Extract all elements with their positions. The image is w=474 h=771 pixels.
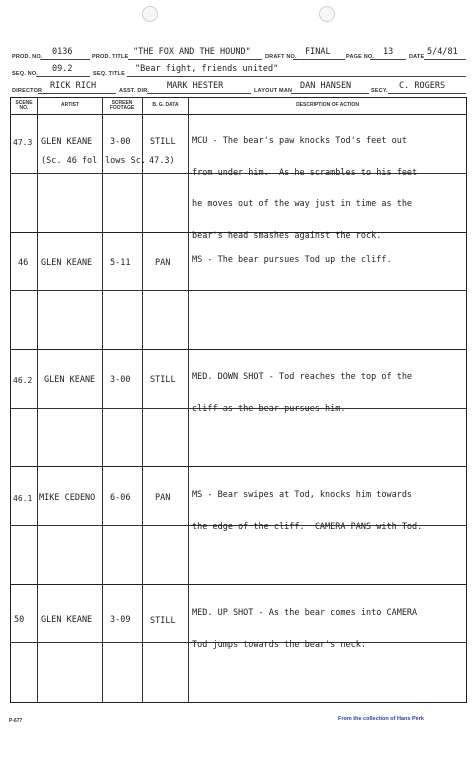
screen-footage: 3-00 xyxy=(110,137,131,147)
artist: MIKE CEDENO xyxy=(39,493,96,503)
scene-divider xyxy=(11,466,466,467)
artist: GLEN KEANE xyxy=(41,137,93,147)
action-line: MCU - The bear's paw knocks Tod's feet out xyxy=(192,136,407,146)
scene-no: 47.3 xyxy=(13,138,33,147)
bg-data: PAN xyxy=(155,493,171,503)
prod-no-value: 0136 xyxy=(52,47,73,57)
scene-no: 50 xyxy=(14,615,25,625)
asst-dir-label: ASST. DIR. xyxy=(119,88,150,94)
continuity-note: (Sc. 46 fol xyxy=(41,156,98,166)
continuity-note: lows Sc. xyxy=(105,156,146,166)
binder-hole-right xyxy=(319,6,335,22)
secy-underline xyxy=(388,93,466,94)
action-line: MS - The bear pursues Tod up the cliff. xyxy=(192,255,392,265)
screen-footage: 6-06 xyxy=(110,493,131,503)
date-underline xyxy=(424,59,466,60)
binder-hole-left xyxy=(142,6,158,22)
asst-dir-underline xyxy=(147,93,251,94)
col-header-description: DESCRIPTION OF ACTION xyxy=(296,102,359,109)
col-divider xyxy=(188,98,189,702)
scene-no: 46.2 xyxy=(13,376,33,385)
seq-title-value: "Bear fight, friends united" xyxy=(135,64,279,74)
col-divider xyxy=(142,98,143,702)
scene-table xyxy=(10,97,467,703)
seq-no-value: 09.2 xyxy=(52,64,73,74)
bg-data: PAN xyxy=(155,258,171,268)
seq-title-underline xyxy=(127,76,466,77)
layout-man-label: LAYOUT MAN xyxy=(254,88,293,94)
secy-value: C. ROGERS xyxy=(399,81,446,91)
action-line: MS - Bear swipes at Tod, knocks him towards xyxy=(192,490,413,500)
scene-no: 46.1 xyxy=(13,494,33,503)
draft-no-value: FINAL xyxy=(305,47,331,57)
screen-footage: 3-09 xyxy=(110,615,131,625)
col-header-screen-footage: SCREEN FOOTAGE xyxy=(109,99,135,111)
col-header-artist: ARTIST xyxy=(60,102,80,109)
col-divider xyxy=(37,98,38,702)
asst-dir-value: MARK HESTER xyxy=(167,81,224,91)
artist: GLEN KEANE xyxy=(44,375,96,385)
continuity-note: 47.3) xyxy=(149,156,175,166)
director-underline xyxy=(38,93,116,94)
page-no-label: PAGE NO. xyxy=(346,54,375,60)
action-line: Tod jumps towards the bear's neck. xyxy=(192,639,366,650)
action-description xyxy=(192,351,412,435)
prod-title-label: PROD. TITLE xyxy=(92,54,129,60)
col-header-bg-data: B. G. DATA xyxy=(152,102,179,109)
scene-divider xyxy=(11,584,466,585)
seq-no-underline xyxy=(36,76,90,77)
action-description xyxy=(192,469,422,553)
seq-no-label: SEQ. NO. xyxy=(12,71,39,77)
action-line: cliff as the bear pursues him. xyxy=(192,403,346,414)
row-divider xyxy=(11,290,466,291)
action-line: he moves out of the way just in time as the xyxy=(192,199,413,209)
prod-no-underline xyxy=(40,59,90,60)
form-number: P-677 xyxy=(9,718,23,724)
page-no-value: 13 xyxy=(383,47,394,57)
page-no-underline xyxy=(370,59,406,60)
scene-divider xyxy=(11,349,466,350)
layout-man-value: DAN HANSEN xyxy=(300,81,352,91)
prod-title-value: "THE FOX AND THE HOUND" xyxy=(133,47,251,57)
draft-no-underline xyxy=(293,59,345,60)
action-description xyxy=(192,587,417,671)
date-value: 5/4/81 xyxy=(427,47,458,57)
action-line: from under him. As he scrambles to his feet xyxy=(192,167,418,178)
action-line: bear's head smashes against the rock. xyxy=(192,230,382,241)
director-value: RICK RICH xyxy=(50,81,97,91)
seq-title-label: SEQ. TITLE xyxy=(93,71,125,77)
scene-no: 46 xyxy=(18,258,29,268)
collection-credit: From the collection of Hans Perk xyxy=(338,716,424,722)
bg-data: STILL xyxy=(150,616,176,626)
action-line: MED. UP SHOT - As the bear comes into CAMERA xyxy=(192,608,418,618)
bg-data: STILL xyxy=(150,375,176,385)
prod-title-underline xyxy=(128,59,262,60)
screen-footage: 5-11 xyxy=(110,258,131,268)
artist: GLEN KEANE xyxy=(41,258,93,268)
draft-no-label: DRAFT NO. xyxy=(265,54,297,60)
action-line: MED. DOWN SHOT - Tod reaches the top of the xyxy=(192,372,413,382)
action-line: the edge of the cliff. CAMERA PANS with Tod. xyxy=(192,521,423,532)
layout-man-underline xyxy=(291,93,369,94)
col-header-scene-no: SCENE NO. xyxy=(15,99,33,111)
artist: GLEN KEANE xyxy=(41,615,93,625)
date-label: DATE xyxy=(409,54,425,60)
prod-no-label: PROD. NO. xyxy=(12,54,43,60)
action-description xyxy=(192,234,392,287)
col-divider xyxy=(102,98,103,702)
bg-data: STILL xyxy=(150,137,176,147)
director-label: DIRECTOR xyxy=(12,88,43,94)
secy-label: SECY. xyxy=(371,88,388,94)
screen-footage: 3-00 xyxy=(110,375,131,385)
